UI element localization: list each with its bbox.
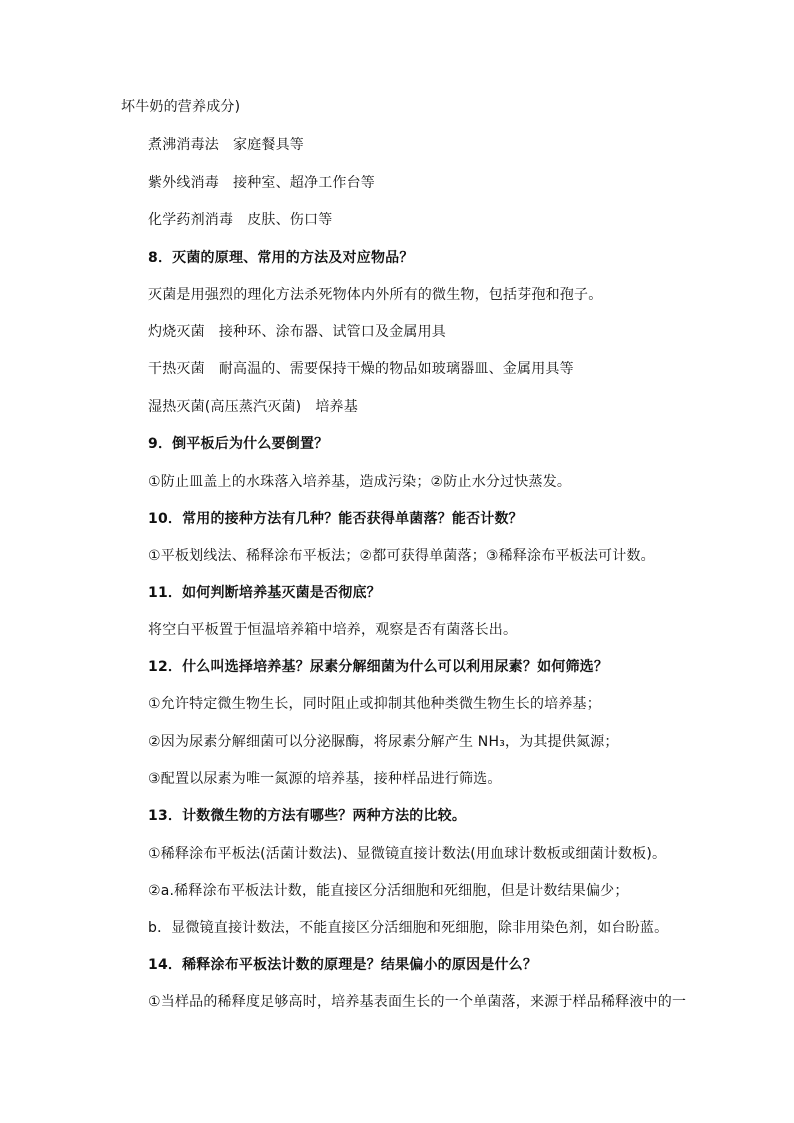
answer-text: 将空白平板置于恒温培养箱中培养，观察是否有菌落长出。 bbox=[148, 622, 518, 638]
text-line bbox=[148, 398, 358, 416]
answer-text: 灭菌是用强烈的理化方法杀死物体内外所有的微生物，包括芽孢和孢子。 bbox=[148, 287, 603, 303]
text-line bbox=[148, 136, 304, 154]
text-line bbox=[148, 919, 668, 937]
answer-text: ②a.稀释涂布平板法计数，能直接区分活细胞和死细胞，但是计数结果偏少； bbox=[148, 883, 629, 899]
text-line bbox=[148, 547, 655, 565]
text-line bbox=[148, 845, 666, 863]
text-line bbox=[148, 323, 446, 341]
text-line bbox=[148, 473, 571, 491]
question-heading bbox=[148, 807, 466, 825]
method-name: 灼烧灭菌 bbox=[148, 324, 205, 340]
text-line bbox=[148, 733, 619, 751]
question-text: 12．什么叫选择培养基？尿素分解细菌为什么可以利用尿素？如何筛选？ bbox=[148, 659, 609, 675]
text-line bbox=[148, 360, 574, 378]
method-objects: 耐高温的、需要保持干燥的物品如玻璃器皿、金属用具等 bbox=[218, 361, 574, 377]
question-text: 8．灭菌的原理、常用的方法及对应物品？ bbox=[148, 250, 414, 266]
text-line bbox=[148, 621, 517, 639]
text-line bbox=[148, 286, 602, 304]
question-text: 10．常用的接种方法有几种？能否获得单菌落？能否计数？ bbox=[148, 511, 523, 527]
answer-text: ①平板划线法、稀释涂布平板法；②都可获得单菌落；③稀释涂布平板法可计数。 bbox=[148, 548, 655, 564]
method-name: 紫外线消毒 bbox=[148, 175, 219, 191]
text-line bbox=[148, 174, 375, 192]
method-objects: 家庭餐具等 bbox=[233, 137, 304, 153]
text-line bbox=[148, 882, 629, 900]
question-text: 13．计数微生物的方法有哪些？两种方法的比较。 bbox=[148, 808, 467, 824]
answer-text: b．显微镜直接计数法，不能直接区分活细胞和死细胞，除非用染色剂，如台盼蓝。 bbox=[148, 920, 669, 936]
method-objects: 接种室、超净工作台等 bbox=[233, 175, 375, 191]
text-line bbox=[148, 770, 502, 788]
answer-text: ②因为尿素分解细菌可以分泌脲酶，将尿素分解产生 NH₃，为其提供氮源； bbox=[148, 734, 619, 750]
question-text: 14．稀释涂布平板法计数的原理是？结果偏小的原因是什么？ bbox=[148, 957, 538, 973]
text-line bbox=[148, 993, 686, 1011]
method-objects: 接种环、涂布器、试管口及金属用具 bbox=[218, 324, 447, 340]
question-heading bbox=[148, 658, 608, 676]
text-line bbox=[148, 211, 332, 229]
method-name: 湿热灭菌(高压蒸汽灭菌) bbox=[148, 399, 302, 415]
question-heading bbox=[148, 510, 523, 528]
question-text: 9．倒平板后为什么要倒置？ bbox=[148, 436, 329, 452]
question-heading bbox=[148, 584, 381, 602]
answer-text: ③配置以尿素为唯一氮源的培养基，接种样品进行筛选。 bbox=[148, 771, 502, 787]
question-heading bbox=[148, 249, 414, 267]
method-name: 干热灭菌 bbox=[148, 361, 205, 377]
method-name: 化学药剂消毒 bbox=[148, 212, 234, 228]
answer-text: ①稀释涂布平板法(活菌计数法)、显微镜直接计数法(用血球计数板或细菌计数板)。 bbox=[148, 846, 667, 862]
text-line bbox=[148, 695, 601, 713]
method-objects: 皮肤、伤口等 bbox=[247, 212, 333, 228]
question-text: 11．如何判断培养基灭菌是否彻底？ bbox=[148, 585, 381, 601]
question-heading bbox=[148, 435, 328, 453]
answer-text: ①防止皿盖上的水珠落入培养基，造成污染；②防止水分过快蒸发。 bbox=[148, 474, 572, 490]
question-heading bbox=[148, 956, 537, 974]
text-line bbox=[121, 98, 240, 116]
line-text: 坏牛奶的营养成分) bbox=[121, 99, 241, 115]
method-name: 煮沸消毒法 bbox=[148, 137, 219, 153]
answer-text: ①允许特定微生物生长，同时阻止或抑制其他种类微生物生长的培养基； bbox=[148, 696, 601, 712]
answer-text: ①当样品的稀释度足够高时，培养基表面生长的一个单菌落，来源于样品稀释液中的一 bbox=[148, 994, 687, 1010]
method-objects: 培养基 bbox=[315, 399, 358, 415]
